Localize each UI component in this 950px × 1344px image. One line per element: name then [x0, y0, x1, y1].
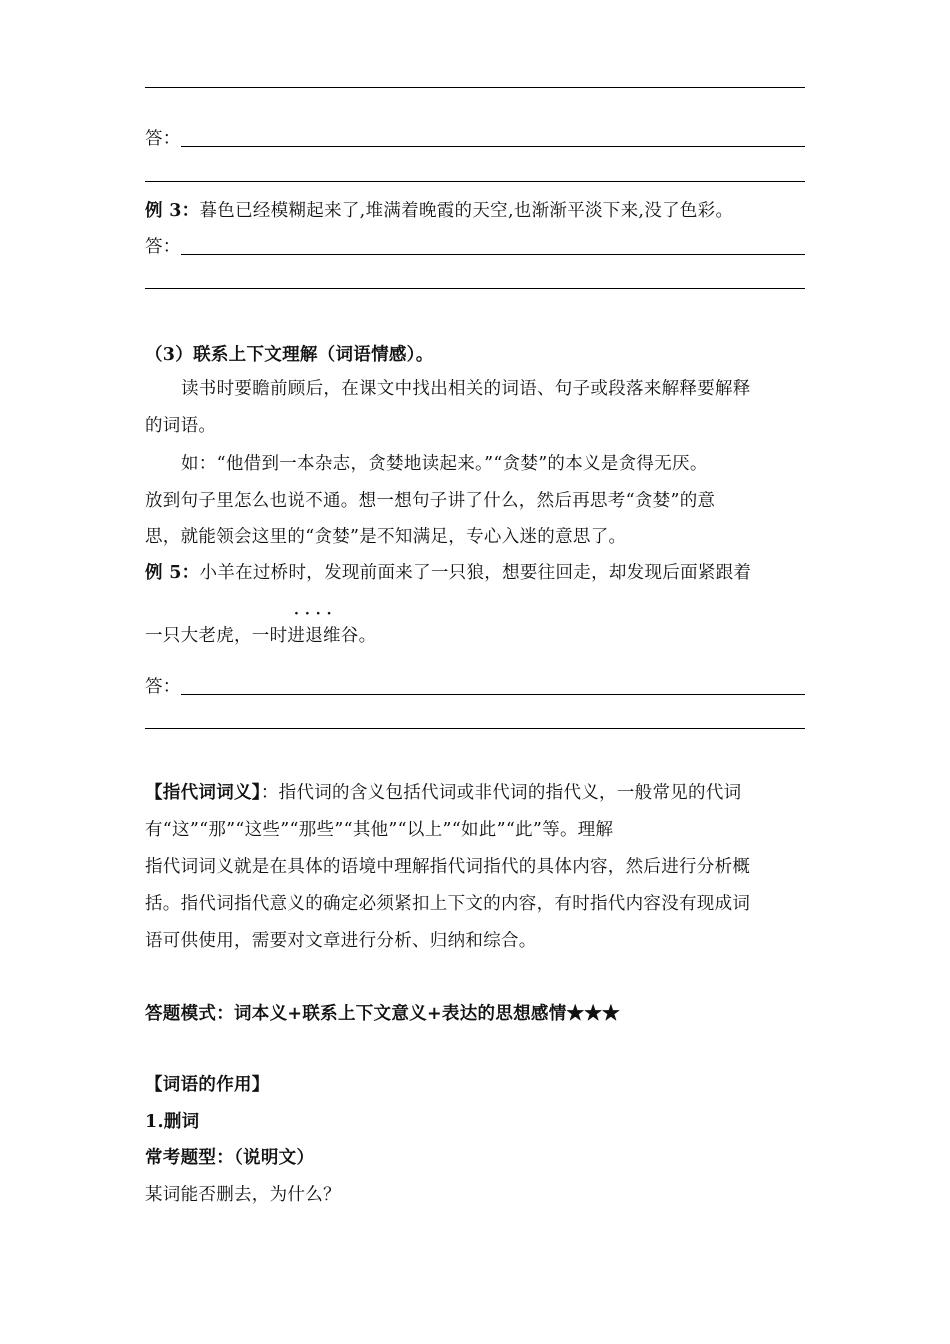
emphasis-dots: ····	[294, 606, 338, 622]
example-3	[145, 199, 733, 223]
answer-line	[145, 288, 805, 289]
example-5-text: 小羊在过桥时，发现前面来了一只狼，想要往回走，却发现后面紧跟着	[199, 563, 752, 583]
answer-line	[181, 146, 805, 147]
example-3-label: 例 3：	[145, 201, 200, 221]
example-5	[145, 561, 751, 585]
pronoun-text: ：指代词的含义包括代词或非代词的指代义，一般常见的代词	[260, 783, 742, 803]
example-5-line-2	[145, 624, 376, 648]
pronoun-title: 【指代词词义】	[145, 783, 261, 803]
function-item-1: 1.删词	[145, 1112, 200, 1132]
answer-line	[145, 87, 805, 88]
example-5-emphasis: 进退维谷	[287, 626, 359, 646]
answer-line	[145, 728, 805, 729]
answer-line	[181, 254, 805, 255]
answer-label: 答：	[145, 677, 181, 697]
answer-label: 答：	[145, 237, 181, 257]
paragraph-line: 的词语。	[145, 416, 217, 436]
section-3-heading: （3）联系上下文理解（词语情感）。	[145, 345, 434, 365]
answer-line	[145, 181, 805, 182]
paragraph-line: 思，就能领会这里的“贪婪”是不知满足，专心入迷的意思了。	[145, 527, 627, 547]
example-5-post: 。	[358, 626, 377, 646]
pronoun-line-1	[145, 781, 741, 805]
answer-label: 答：	[145, 129, 181, 149]
function-title: 【词语的作用】	[145, 1075, 270, 1095]
paragraph-line: 有“这”“那”“这些”“那些”“其他”“以上”“如此”“此”等。理解	[145, 820, 614, 840]
paragraph-line: 放到句子里怎么也说不通。想一想句子讲了什么，然后再思考“贪婪”的意	[145, 491, 716, 511]
answer-mode: 答题模式：词本义+联系上下文意义+表达的思想感情★★★	[145, 1004, 620, 1024]
paragraph-line: 语可供使用，需要对文章进行分析、归纳和综合。	[145, 931, 537, 951]
paragraph-line: 读书时要瞻前顾后，在课文中找出相关的词语、句子或段落来解释要解释	[181, 379, 751, 399]
paragraph-line: 指代词词义就是在具体的语境中理解指代词指代的具体内容，然后进行分析概	[145, 857, 751, 877]
paragraph-line: 括。指代词指代意义的确定必须紧扣上下文的内容，有时指代内容没有现成词	[145, 894, 751, 914]
question-text: 某词能否删去，为什么？	[145, 1185, 341, 1205]
example-3-text: 暮色已经模糊起来了,堆满着晚霞的天空,也渐渐平淡下来,没了色彩。	[199, 201, 734, 221]
example-5-label: 例 5：	[145, 563, 200, 583]
answer-line	[181, 694, 805, 695]
paragraph-line: 如：“他借到一本杂志，贪婪地读起来。”“贪婪”的本义是贪得无厌。	[181, 454, 708, 474]
question-type: 常考题型：（说明文）	[145, 1148, 315, 1168]
example-5-pre: 一只大老虎，一时	[145, 626, 288, 646]
